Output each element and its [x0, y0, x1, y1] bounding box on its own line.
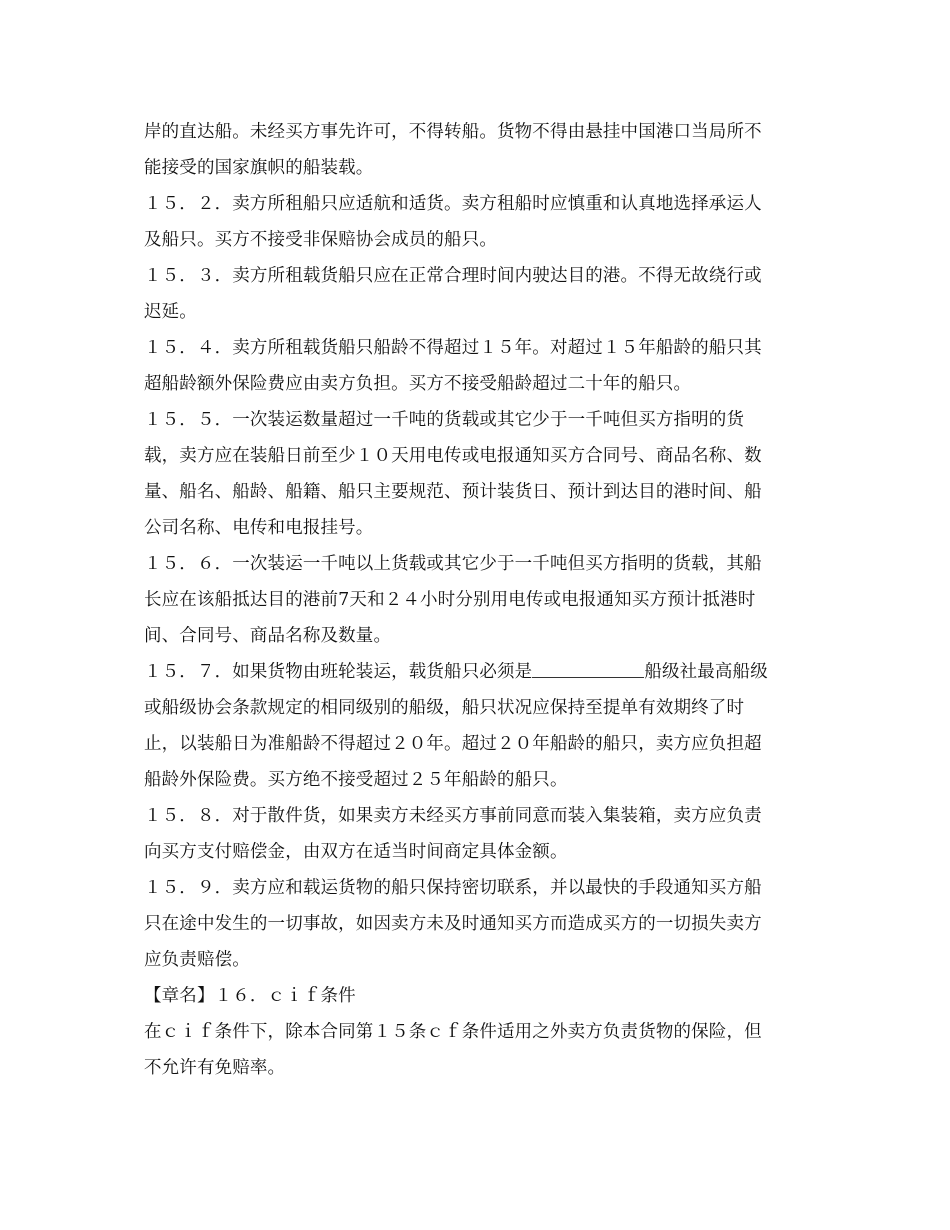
- text-line: 量、船名、船龄、船籍、船只主要规范、预计装货日、预计到达目的港时间、船: [144, 482, 762, 502]
- text-line: 及船只。买方不接受非保赔协会成员的船只。: [144, 230, 497, 250]
- text-line: 或船级协会条款规定的相同级别的船级，船只状况应保持至提单有效期终了时: [144, 698, 745, 718]
- text-line: 能接受的国家旗帜的船装载。: [144, 158, 374, 178]
- fill-in-blank: [532, 659, 644, 678]
- text-line: 不允许有免赔率。: [144, 1058, 286, 1078]
- line-prefix: １５．７．如果货物由班轮装运，载货船只必须是: [144, 662, 533, 682]
- text-line: 间、合同号、商品名称及数量。: [144, 626, 392, 646]
- text-line: １５．５．一次装运数量超过一千吨的货载或其它少于一千吨但买方指明的货: [144, 410, 745, 430]
- text-line: １５．６．一次装运一千吨以上货载或其它少于一千吨但买方指明的货载，其船: [144, 554, 762, 574]
- text-line: １５．８．对于散件货，如果卖方未经买方事前同意而装入集装箱，卖方应负责: [144, 806, 762, 826]
- chapter-heading: 【章名】１６．ｃｉｆ条件: [144, 986, 356, 1006]
- text-line: 长应在该船抵达目的港前7天和２４小时分别用电传或电报通知买方预计抵港时: [144, 590, 756, 610]
- text-line: 船龄外保险费。买方绝不接受超过２５年船龄的船只。: [144, 770, 568, 790]
- text-line: 公司名称、电传和电报挂号。: [144, 518, 374, 538]
- text-line: 超船龄额外保险费应由卖方负担。买方不接受船龄超过二十年的船只。: [144, 374, 692, 394]
- line-suffix: 船级社最高船级: [644, 662, 768, 682]
- text-line: 向买方支付赔偿金，由双方在适当时间商定具体金额。: [144, 842, 568, 862]
- text-line: １５．９．卖方应和载运货物的船只保持密切联系，并以最快的手段通知买方船: [144, 878, 762, 898]
- text-line: 应负责赔偿。: [144, 950, 250, 970]
- text-line: 只在途中发生的一切事故，如因卖方未及时通知买方而造成买方的一切损失卖方: [144, 914, 762, 934]
- document-body: [144, 114, 804, 1086]
- text-line-with-blank: [144, 654, 804, 690]
- text-line: 迟延。: [144, 302, 197, 322]
- text-line: １５．３．卖方所租载货船只应在正常合理时间内驶达目的港。不得无故绕行或: [144, 266, 762, 286]
- text-line: 岸的直达船。未经买方事先许可，不得转船。货物不得由悬挂中国港口当局所不: [144, 122, 762, 142]
- text-line: 载，卖方应在装船日前至少１０天用电传或电报通知买方合同号、商品名称、数: [144, 446, 762, 466]
- text-line: 止，以装船日为准船龄不得超过２０年。超过２０年船龄的船只，卖方应负担超: [144, 734, 762, 754]
- text-line: １５．２．卖方所租船只应适航和适货。卖方租船时应慎重和认真地选择承运人: [144, 194, 762, 214]
- text-line: １５．４．卖方所租载货船只船龄不得超过１５年。对超过１５年船龄的船只其: [144, 338, 762, 358]
- text-line: 在ｃｉｆ条件下，除本合同第１５条ｃｆ条件适用之外卖方负责货物的保险，但: [144, 1022, 762, 1042]
